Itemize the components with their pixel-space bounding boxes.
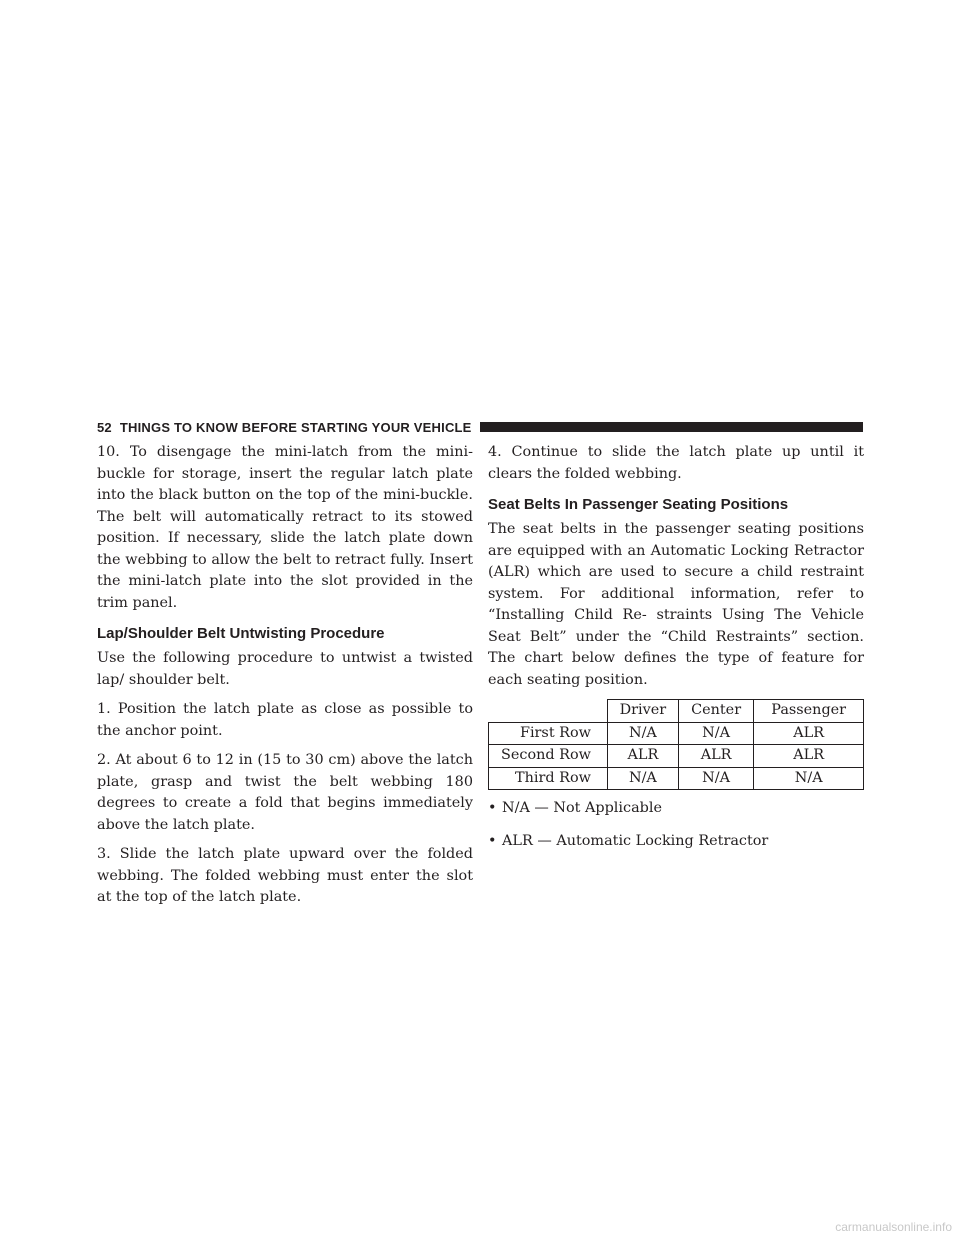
- table-cell: N/A: [754, 767, 864, 790]
- list-item: [488, 798, 864, 820]
- table-cell: ALR: [608, 745, 679, 768]
- passenger-belts-paragraph: The seat belts in the passenger seating positions are equipped with an Automatic Locking Retractor (ALR) which are used to secure a child restraint system. For additional information, refer to “Installing Child Re- straints Using The Vehicle Seat Belt” under the “Child Restraints” section. The chart below defines the type of feature for each seating position.: [488, 521, 864, 688]
- section-title: THINGS TO KNOW BEFORE STARTING YOUR VEHICLE: [119, 419, 472, 435]
- legend-text: ALR — Automatic Locking Retractor: [502, 832, 769, 849]
- untwisting-heading: Lap/Shoulder Belt Untwisting Procedure: [97, 625, 385, 642]
- row-header: First Row: [489, 722, 608, 745]
- step-4: 4. Continue to slide the latch plate up until it clears the folded webbing.: [488, 444, 864, 482]
- page-number: 52: [97, 419, 112, 435]
- step-1: 1. Position the latch plate as close as possible to the anchor point.: [97, 701, 473, 739]
- table-row: [489, 745, 864, 768]
- bullet-icon: •: [488, 800, 497, 816]
- table-header-row: [489, 700, 864, 723]
- watermark-logo: carmanualsonline.info: [835, 1220, 952, 1234]
- seating-position-table: [488, 699, 864, 790]
- table-cell: ALR: [754, 745, 864, 768]
- table-cell: ALR: [678, 745, 754, 768]
- table-row: [489, 767, 864, 790]
- table-cell: N/A: [678, 722, 754, 745]
- table-corner-cell: [489, 700, 608, 723]
- column-header: Driver: [608, 700, 679, 723]
- right-column: [488, 442, 864, 863]
- step-2: 2. At about 6 to 12 in (15 to 30 cm) above the latch plate, grasp and twist the belt webbing 180 degrees to create a fold that begins immediately above the latch plate.: [97, 752, 473, 833]
- table-cell: N/A: [678, 767, 754, 790]
- table-row: [489, 722, 864, 745]
- step-3: 3. Slide the latch plate upward over the folded webbing. The folded webbing must enter the slot at the top of the latch plate.: [97, 846, 473, 905]
- page-header: [97, 418, 863, 436]
- table-cell: N/A: [608, 722, 679, 745]
- column-header: Center: [678, 700, 754, 723]
- untwisting-intro: Use the following procedure to untwist a twisted lap/ shoulder belt.: [97, 650, 473, 688]
- passenger-belts-heading: Seat Belts In Passenger Seating Positions: [488, 496, 789, 513]
- header-rule: [480, 422, 863, 432]
- step-10: 10. To disengage the mini-latch from the mini-buckle for storage, insert the regular latch plate into the black button on the top of the mini-buckle. The belt will automatically retract to its stowed position. If necessary, slide the latch plate down the webbing to allow the belt to retract fully. Insert the mini-latch plate into the slot provided in the trim panel.: [97, 444, 473, 611]
- row-header: Second Row: [489, 745, 608, 768]
- bullet-icon: •: [488, 832, 497, 849]
- row-header: Third Row: [489, 767, 608, 790]
- table-cell: N/A: [608, 767, 679, 790]
- left-column: [97, 442, 473, 917]
- list-item: [488, 831, 864, 853]
- table-cell: ALR: [754, 722, 864, 745]
- legend-text: N/A — Not Applicable: [502, 800, 662, 816]
- column-header: Passenger: [754, 700, 864, 723]
- legend-list: [488, 798, 864, 852]
